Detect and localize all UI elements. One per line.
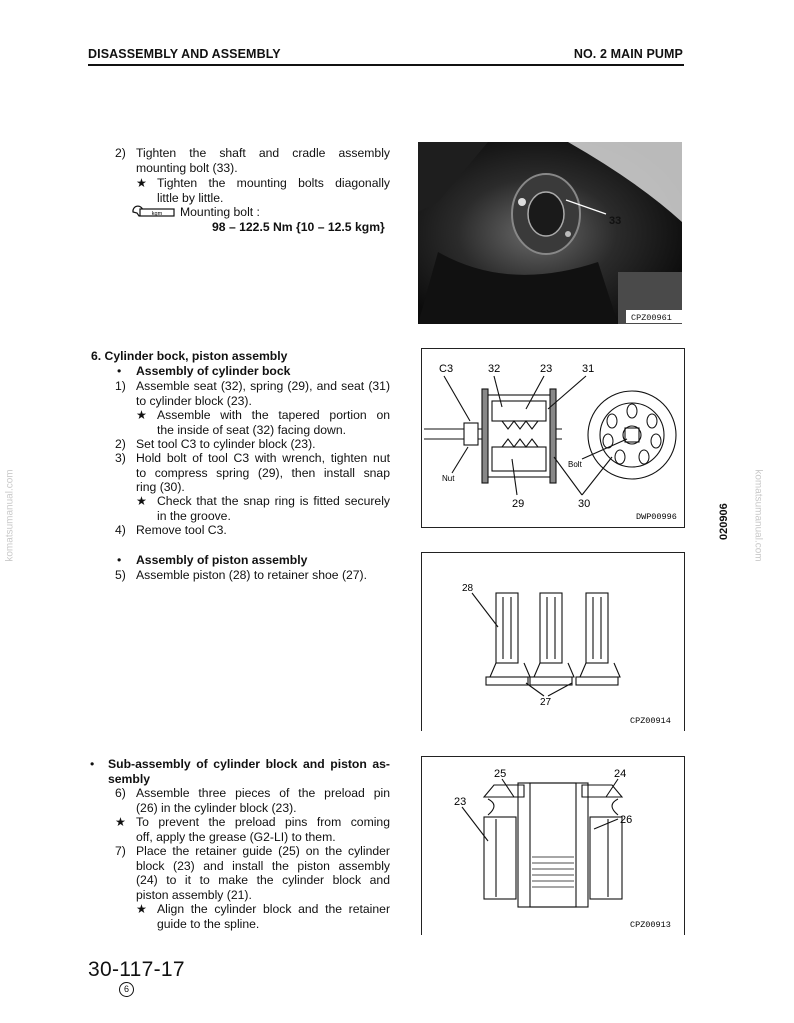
step-text: Set tool C3 to cylinder block (23). [136, 437, 316, 451]
note-text: the inside of seat (32) facing down. [157, 423, 347, 437]
note-text: Tighten the mounting bolts diagonally [157, 176, 390, 190]
label-28: 28 [462, 583, 474, 594]
photo-label: 33 [609, 215, 622, 227]
piston-assembly-figure [421, 552, 685, 731]
watermark-left: komatsumanual.com [4, 469, 16, 562]
side-code: 020906 [718, 503, 730, 540]
label-32: 32 [488, 363, 501, 375]
label-27: 27 [540, 697, 552, 708]
fig2-code: DWP00996 [636, 512, 677, 522]
photo-figure [418, 142, 682, 324]
note-text: Check that the snap ring is fitted securely [157, 494, 390, 508]
label-25: 25 [494, 768, 507, 780]
label-24: 24 [614, 768, 627, 780]
note-text: off, apply the grease (G2-LI) to them. [136, 830, 336, 844]
star-icon: ★ [115, 815, 126, 829]
revision-badge: 6 [119, 982, 134, 997]
header-left: DISASSEMBLY AND ASSEMBLY [88, 47, 281, 61]
label-29: 29 [512, 498, 525, 510]
note-text: Assemble with the tapered portion on [157, 408, 390, 422]
torque-value: 98 – 122.5 Nm {10 – 12.5 kgm} [212, 220, 385, 234]
note-text: Align the cylinder block and the retainer [157, 902, 390, 916]
step-number: 6) [115, 786, 126, 800]
label-26: 26 [620, 814, 633, 826]
section-title: Sub-assembly of cylinder block and piston as- [108, 757, 390, 771]
star-icon: ★ [136, 494, 147, 508]
step-text: to cylinder block (23). [136, 394, 252, 408]
note-text: To prevent the preload pins from coming [136, 815, 390, 829]
bullet: • [90, 757, 95, 771]
torque-wrench-icon [131, 205, 177, 223]
step-text: to compress spring (29), then install snap [136, 466, 390, 480]
star-icon: ★ [136, 902, 147, 916]
fig4-code: CPZ00913 [630, 920, 671, 930]
fig2-drawing [424, 376, 676, 495]
step-text: ring (30). [136, 480, 185, 494]
label-nut: Nut [442, 474, 455, 483]
header-rule [88, 64, 684, 66]
label-23: 23 [454, 796, 467, 808]
section-title: 6. Cylinder bock, piston assembly [91, 349, 288, 363]
torque-label: Mounting bolt : [180, 205, 260, 219]
step-text: Assemble piston (28) to retainer shoe (27). [136, 568, 367, 582]
step-text: block (23) and install the piston assembly [136, 859, 390, 873]
cylinder-block-figure [421, 348, 685, 528]
photo-code: CPZ00961 [631, 313, 672, 323]
note-text: little by little. [157, 191, 224, 205]
label-23: 23 [540, 363, 553, 375]
step-number: 1) [115, 379, 126, 393]
subsection-title: Assembly of cylinder bock [136, 364, 291, 378]
step-text: mounting bolt (33). [136, 161, 238, 175]
note-text: guide to the spline. [157, 917, 260, 931]
fig3-code: CPZ00914 [630, 716, 671, 726]
bullet: • [117, 553, 122, 567]
label-31: 31 [582, 363, 595, 375]
fig3-drawing [472, 593, 620, 696]
step-text: Place the retainer guide (25) on the cylinder [136, 844, 390, 858]
star-icon: ★ [136, 176, 147, 190]
cylinder-block-piston-figure [421, 756, 685, 935]
step-text: (26) in the cylinder block (23). [136, 801, 297, 815]
star-icon: ★ [136, 408, 147, 422]
step-number: 2) [115, 437, 126, 451]
label-30: 30 [578, 498, 591, 510]
watermark-right: komatsumanual.com [752, 469, 764, 562]
subsection-title: Assembly of piston assembly [136, 553, 308, 567]
note-text: in the groove. [157, 509, 231, 523]
step-text: Tighten the shaft and cradle assembly [136, 146, 390, 160]
header-right: NO. 2 MAIN PUMP [573, 47, 683, 61]
step-number: 3) [115, 451, 126, 465]
section-title: sembly [108, 772, 151, 786]
label-c3: C3 [439, 363, 454, 375]
step-text: (24) to it to make the cylinder block and [136, 873, 390, 887]
step-text: Remove tool C3. [136, 523, 227, 537]
step-text: Assemble three pieces of the preload pin [136, 786, 390, 800]
step-number: 4) [115, 523, 126, 537]
step-text: piston assembly (21). [136, 888, 252, 902]
torque-icon-text: kgm [151, 211, 163, 217]
page-number: 30-117-17 [88, 958, 185, 981]
step-number: 5) [115, 568, 126, 582]
photo-image [418, 142, 682, 324]
step-text: Hold bolt of tool C3 with wrench, tighten nut [136, 451, 390, 465]
step-number: 2) [115, 146, 126, 160]
step-text: Assemble seat (32), spring (29), and seat (31) [136, 379, 390, 393]
label-bolt: Bolt [568, 460, 582, 469]
bullet: • [117, 364, 122, 378]
step-number: 7) [115, 844, 126, 858]
fig4-drawing [462, 779, 622, 907]
